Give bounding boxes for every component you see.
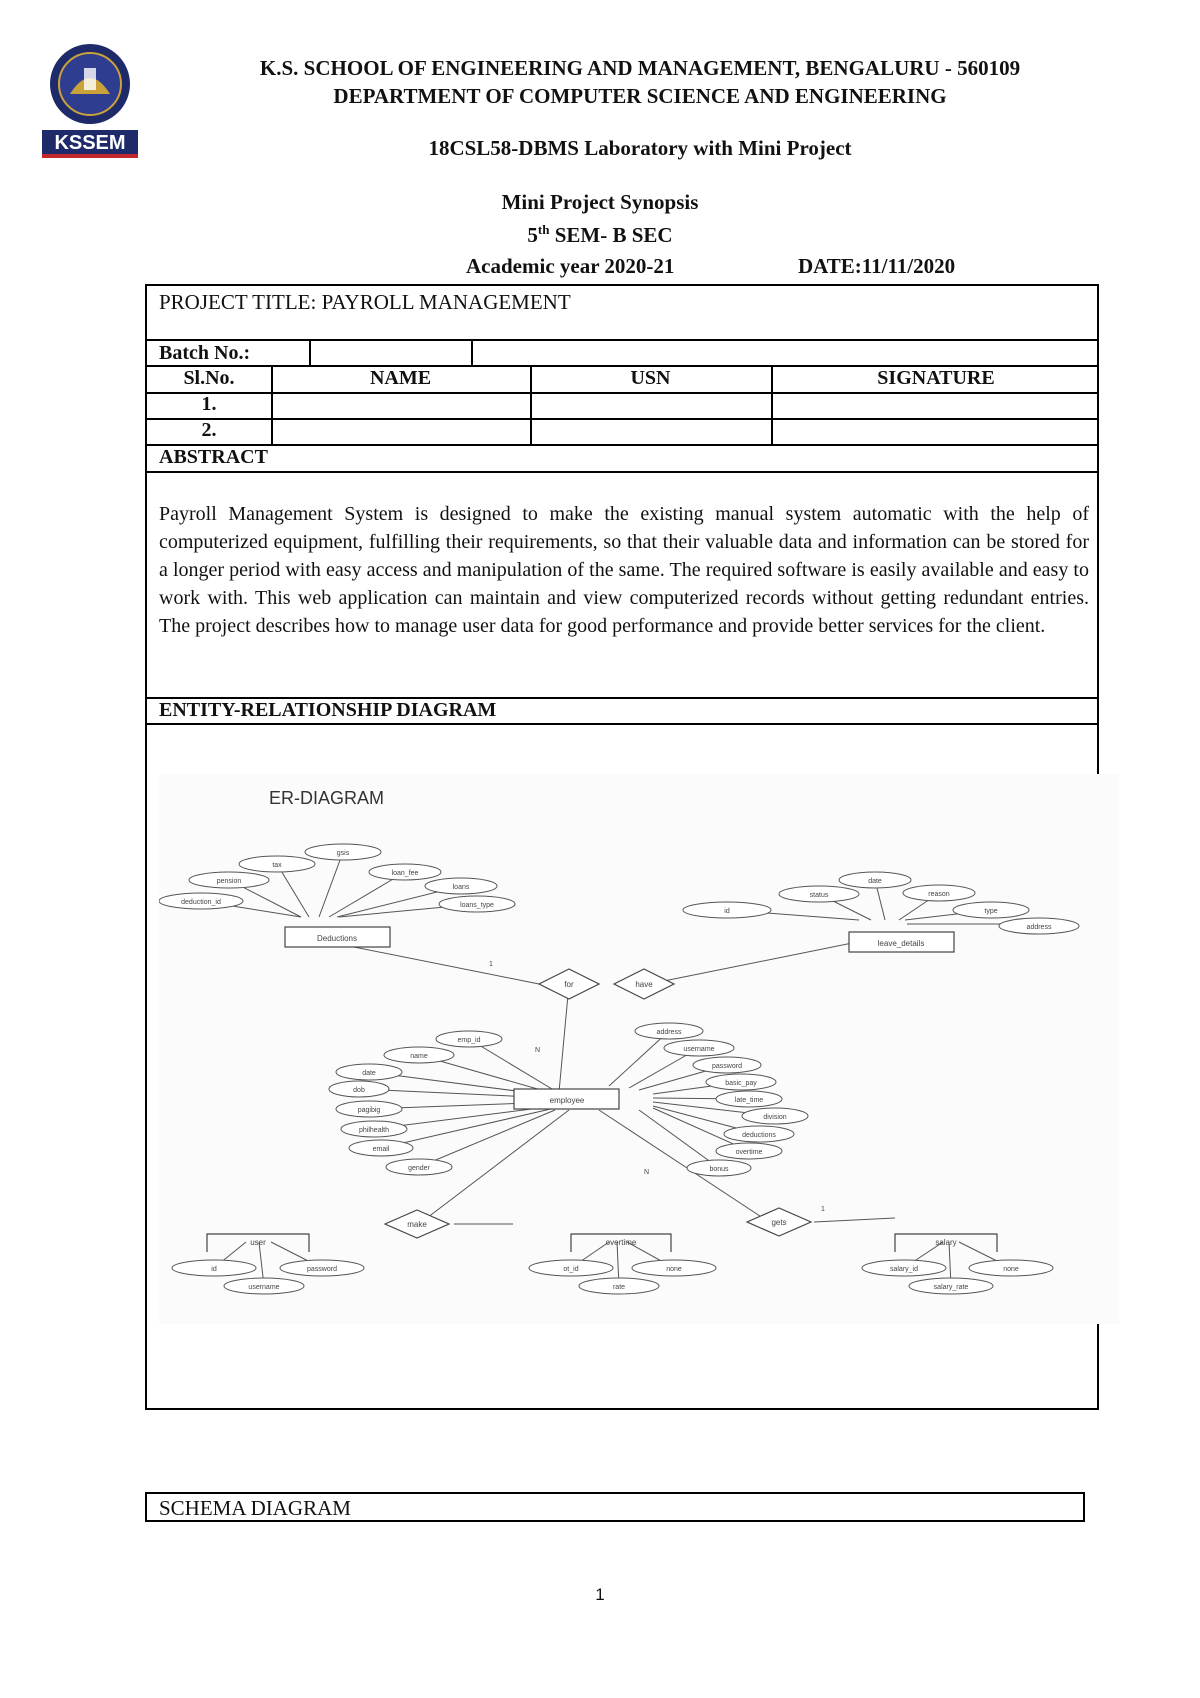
er-heading: ENTITY-RELATIONSHIP DIAGRAM <box>159 699 497 721</box>
batch-label: Batch No.: <box>159 342 251 364</box>
attr-label: salary_id <box>889 1266 919 1273</box>
page-number: 1 <box>595 1585 605 1604</box>
attr-label: pagibig <box>357 1107 381 1114</box>
attr-label: address <box>1026 924 1052 931</box>
entity-salary-label: salary <box>935 1238 957 1247</box>
course-title: 18CSL58-DBMS Laboratory with Mini Project <box>428 136 852 160</box>
cardinality: N <box>644 1169 650 1176</box>
abstract-heading: ABSTRACT <box>159 446 268 468</box>
cardinality: 1 <box>821 1206 825 1213</box>
attr-label: loan_fee <box>391 870 419 877</box>
attr-label: id <box>724 908 730 915</box>
divider <box>147 339 1097 341</box>
schema-section <box>145 1492 1085 1522</box>
institution-name: K.S. SCHOOL OF ENGINEERING AND MANAGEMENT, BENGALURU - 560109 <box>259 56 1021 80</box>
abstract-text: Payroll Management System is designed to make the existing manual system automatic with the help of computerized equipment, fulfilling their requirements, so that their valuable data and information can be stored for a longer period with easy access and manipulation of the same. The required software is easily available and easy to work with. This web application can maintain and view computerized records without getting redundant entries. The project describes how to manage user data for good performance and provide better services for the client. <box>159 503 1089 637</box>
attr-label: gsis <box>336 850 350 857</box>
relation-have-label: have <box>635 980 653 989</box>
member-row-2-slno: 2. <box>201 419 217 441</box>
column-header-name: NAME <box>369 367 432 389</box>
attr-label: rate <box>612 1284 626 1291</box>
column-header-usn: USN <box>630 367 671 389</box>
attr-label: ot_id <box>563 1266 579 1273</box>
cardinality: 1 <box>489 961 493 968</box>
entity-employee-label: employee <box>549 1096 585 1105</box>
divider <box>147 444 1097 446</box>
divider <box>309 339 311 365</box>
attr-label: username <box>683 1046 715 1053</box>
attr-label: dob <box>353 1087 365 1094</box>
er-title: ER-DIAGRAM <box>269 788 385 808</box>
er-background <box>159 774 1119 1324</box>
divider <box>147 471 1097 473</box>
entity-overtime-label: overtime <box>605 1238 637 1247</box>
attr-label: id <box>211 1266 217 1273</box>
academic-year: Academic year 2020-21 <box>466 254 675 278</box>
cardinality: N <box>535 1047 541 1054</box>
attr-label: emp_id <box>457 1037 481 1044</box>
attr-label: password <box>712 1063 742 1070</box>
attr-label: philhealth <box>359 1127 389 1134</box>
attr-label: loans_type <box>460 902 494 909</box>
attr-label: username <box>248 1284 280 1291</box>
attr-label: basic_pay <box>725 1080 757 1087</box>
logo-text: KSSEM <box>54 132 126 154</box>
attr-label: email <box>372 1146 390 1153</box>
column-header-signature: SIGNATURE <box>877 367 995 389</box>
relation-make-label: make <box>407 1220 427 1229</box>
attr-label: type <box>984 908 998 915</box>
attr-label: reason <box>928 891 950 898</box>
attr-label: late_time <box>734 1097 764 1104</box>
synopsis-title: Mini Project Synopsis <box>501 190 699 214</box>
member-row-1-slno: 1. <box>201 393 217 415</box>
attr-label: bonus <box>709 1166 729 1173</box>
attr-label: gender <box>408 1165 430 1172</box>
divider <box>471 339 473 365</box>
entity-leave-label: leave_details <box>877 939 925 948</box>
entity-deductions-label: Deductions <box>316 934 358 943</box>
attr-label: overtime <box>735 1149 763 1156</box>
semester-section: 5th SEM- B SEC <box>527 222 673 247</box>
attr-label: deductions <box>742 1132 776 1139</box>
relation-for-label: for <box>564 980 574 989</box>
entity-user-label: user <box>250 1238 266 1247</box>
attr-label: deduction_id <box>181 899 221 906</box>
synopsis-table <box>145 284 1099 1410</box>
attr-label: none <box>1003 1266 1019 1273</box>
column-header-slno: Sl.No. <box>183 367 235 389</box>
project-title: PROJECT TITLE: PAYROLL MANAGEMENT <box>159 290 571 314</box>
divider <box>147 418 1097 420</box>
attr-label: address <box>656 1029 682 1036</box>
synopsis-date: DATE:11/11/2020 <box>798 254 956 278</box>
attr-label: date <box>362 1070 376 1077</box>
divider <box>147 392 1097 394</box>
attr-label: tax <box>272 862 282 869</box>
schema-heading: SCHEMA DIAGRAM <box>159 1496 351 1520</box>
divider <box>147 723 1097 725</box>
attr-label: salary_rate <box>933 1284 969 1291</box>
attr-label: password <box>307 1266 337 1273</box>
attr-label: date <box>868 878 882 885</box>
attr-label: status <box>809 892 829 899</box>
attr-label: name <box>410 1053 428 1060</box>
attr-label: pension <box>216 878 242 885</box>
attr-label: loans <box>452 884 470 891</box>
attr-label: none <box>666 1266 682 1273</box>
department-name: DEPARTMENT OF COMPUTER SCIENCE AND ENGINEERING <box>333 84 947 108</box>
relation-gets-label: gets <box>771 1218 787 1227</box>
attr-label: division <box>763 1114 787 1121</box>
er-diagram <box>159 774 1119 1324</box>
